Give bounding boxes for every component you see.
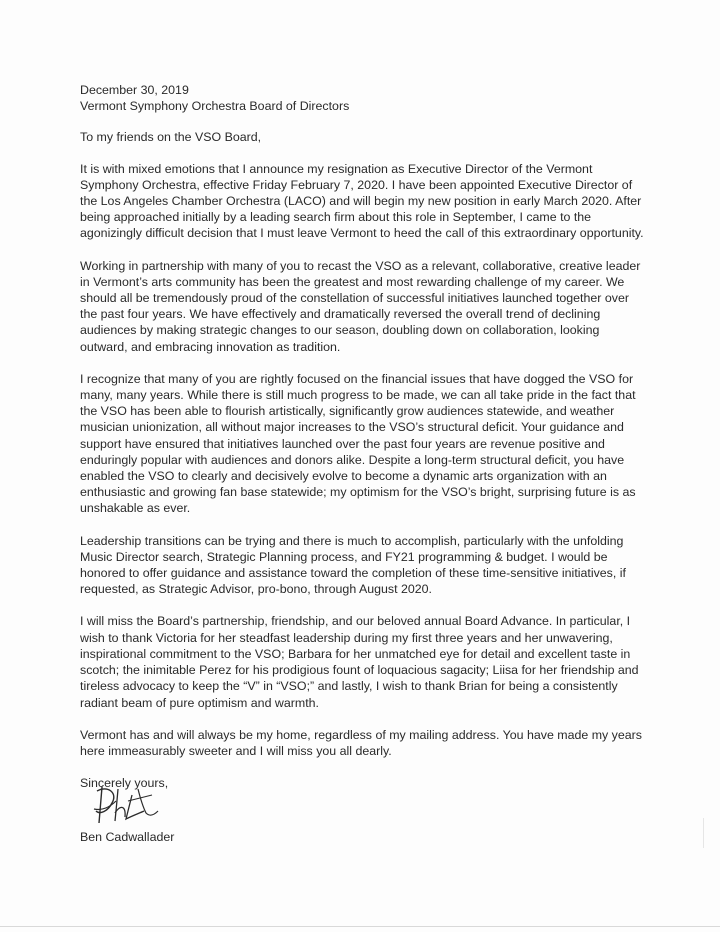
paragraph-transition: Leadership transitions can be trying and there is much to accomplish, particularly with the unfolding Music Director search, Strategic Planning process, and FY21 programming & budget. I would be honored to offer guidance and assistance toward the completion of these time-sensitive initiatives, if requested, as Strategic Advisor, pro-bono, through August 2020. <box>80 533 626 597</box>
letter-recipient: Vermont Symphony Orchestra Board of Directors <box>80 99 350 114</box>
signature-name: Ben Cadwallader <box>80 830 175 845</box>
handwritten-signature <box>88 781 168 831</box>
scan-artifact <box>703 818 704 848</box>
paragraph-partnership: Working in partnership with many of you to recast the VSO as a relevant, collaborative, creative leader in Vermont’s arts community has been the greatest and most rewarding challenge of my career. We should all be tremendously proud of the constellation of successful initiatives launched together over the past four years. We have effectively and dramatically reversed the overall trend of declining audiences by making strategic changes to our season, doubling down on collaboration, looking outward, and embracing innovation as tradition. <box>80 258 641 354</box>
page-bottom-edge <box>0 926 720 927</box>
letter-closing: Sincerely yours, <box>80 776 169 791</box>
paragraph-farewell: Vermont has and will always be my home, regardless of my mailing address. You have made my years here immeasurably sweeter and I will miss you all dearly. <box>80 727 642 758</box>
paragraph-financial: I recognize that many of you are rightly focused on the financial issues that have dogged the VSO for many, many years. While there is still much progress to be made, we can all take pride in the fact that the VSO has been able to flourish artistically, significantly grow audiences statewide, and weather musician unionization, all without major increases to the VSO’s structural deficit. Your guidance and support have ensured that initiatives launched over the past four years are revenue positive and enduringly popular with audiences and donors alike. Despite a long-term structural deficit, you have enabled the VSO to clearly and decisively evolve to become a dynamic arts organization with an enthusiastic and growing fan base statewide; my optimism for the VSO’s bright, surprising future is as unshakable as ever. <box>80 371 636 516</box>
letter-salutation: To my friends on the VSO Board, <box>80 130 262 145</box>
paragraph-resignation: It is with mixed emotions that I announce my resignation as Executive Director of the Vermont Symphony Orchestra, effective Friday February 7, 2020. I have been appointed Executive Director of the Los Angeles Chamber Orchestra (LACO) and will begin my new position in early March 2020. After being approached initially by a leading search firm about this role in September, I came to the agonizingly difficult decision that I must leave Vermont to heed the call of this extraordinary opportunity. <box>80 161 644 241</box>
letter-date: December 30, 2019 <box>80 83 189 97</box>
letter-header <box>80 82 648 114</box>
paragraph-thanks: I will miss the Board’s partnership, friendship, and our beloved annual Board Advance. In particular, I wish to thank Victoria for her steadfast leadership during my first three years and her unwavering, inspirational commitment to the VSO; Barbara for her unmatched eye for detail and excellent taste in scotch; the inimitable Perez for his prodigious fount of loquacious sagacity; Liisa for her friendship and tireless advocacy to keep the “V” in “VSO;” and lastly, I wish to thank Brian for being a consistently radiant beam of pure optimism and warmth. <box>80 614 639 710</box>
letter-closing-block <box>80 775 648 845</box>
letter-body <box>80 82 648 846</box>
